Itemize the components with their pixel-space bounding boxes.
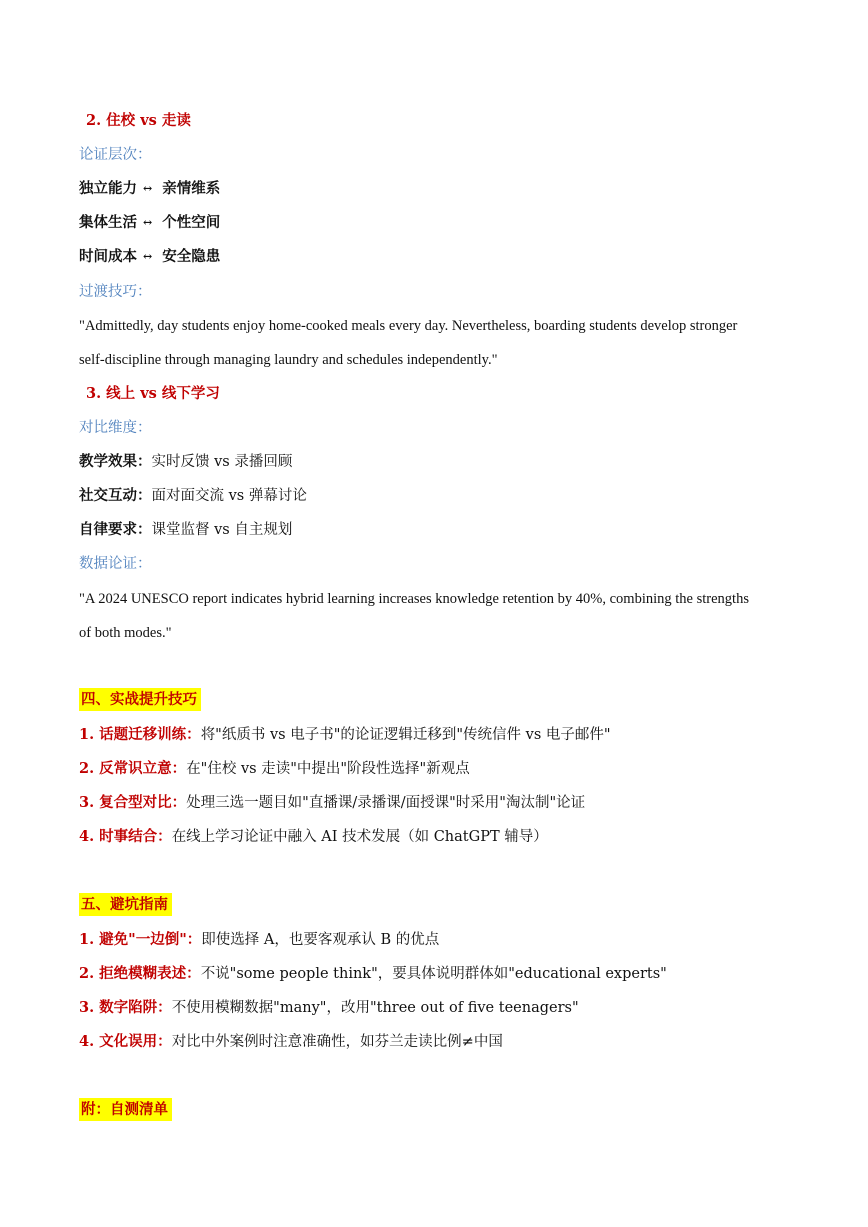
tip-item (79, 793, 585, 813)
tip-key: 3. 复合型对比： (79, 794, 187, 811)
transition-quote-line-2: self-discipline through managing laundry and schedules independently." (79, 352, 498, 368)
pitfall-item (79, 998, 579, 1018)
tip-value: 在线上学习论证中融入 AI 技术发展（如 ChatGPT 辅导） (171, 829, 548, 845)
pair-left: 时间成本 (79, 248, 137, 265)
pitfall-key: 3. 数字陷阱： (79, 999, 172, 1016)
dimension-value: 实时反馈 vs 录播回顾 (151, 454, 293, 470)
tip-item (79, 827, 548, 847)
pitfall-item (79, 930, 439, 950)
dimension-key: 社交互动： (79, 487, 152, 504)
section-2-heading: 2. 住校 vs 走读 (86, 112, 191, 129)
pitfall-item (79, 1032, 503, 1052)
highlighted-title: 五、避坑指南 (79, 893, 172, 916)
argument-pair-row (79, 247, 220, 267)
section-2-label-transition: 过渡技巧： (79, 284, 152, 300)
dimension-key: 教学效果： (79, 453, 152, 470)
pitfall-value: 对比中外案例时注意准确性，如芬兰走读比例≠中国 (171, 1034, 503, 1050)
tip-value: 将"纸质书 vs 电子书"的论证逻辑迁移到"传统信件 vs 电子邮件" (200, 727, 611, 743)
section-2-label-levels: 论证层次： (79, 147, 152, 163)
section-3-label-dimensions: 对比维度： (79, 420, 152, 436)
tip-item (79, 725, 611, 745)
pitfall-key: 1. 避免"一边倒"： (79, 931, 202, 948)
pitfall-key: 4. 文化误用： (79, 1033, 172, 1050)
double-arrow-icon: ↔ (143, 250, 153, 263)
tip-key: 1. 话题迁移训练： (79, 726, 201, 743)
pitfall-value: 即使选择 A，也要客观承认 B 的优点 (201, 932, 440, 948)
dimension-row (79, 520, 292, 540)
pair-right: 亲情维系 (162, 180, 221, 197)
tip-item (79, 759, 470, 779)
tip-key: 4. 时事结合： (79, 828, 172, 845)
pair-left: 独立能力 (79, 180, 137, 197)
appendix-title (79, 1100, 172, 1120)
dimension-value: 面对面交流 vs 弹幕讨论 (151, 488, 307, 504)
transition-quote-line-1: "Admittedly, day students enjoy home-cooked meals every day. Nevertheless, boarding students develop stronger (79, 318, 738, 334)
double-arrow-icon: ↔ (143, 182, 153, 195)
pair-right: 安全隐患 (162, 248, 221, 265)
section-3-heading: 3. 线上 vs 线下学习 (86, 385, 220, 402)
section-5-title (79, 895, 172, 915)
pitfall-value: 不使用模糊数据"many"，改用"three out of five teenagers" (171, 1000, 579, 1016)
section-3-label-data: 数据论证： (79, 556, 152, 572)
pair-left: 集体生活 (79, 214, 137, 231)
tip-value: 在"住校 vs 走读"中提出"阶段性选择"新观点 (186, 761, 470, 777)
pair-right: 个性空间 (162, 214, 221, 231)
double-arrow-icon: ↔ (143, 216, 153, 229)
tip-key: 2. 反常识立意： (79, 760, 187, 777)
highlighted-title: 四、实战提升技巧 (79, 688, 201, 711)
highlighted-title: 附：自测清单 (79, 1098, 172, 1121)
argument-pair-row (79, 179, 220, 199)
pitfall-item (79, 964, 667, 984)
dimension-value: 课堂监督 vs 自主规划 (151, 522, 293, 538)
tip-value: 处理三选一题目如"直播课/录播课/面授课"时采用"淘汰制"论证 (186, 795, 586, 811)
section-4-title (79, 690, 201, 710)
dimension-row (79, 486, 307, 506)
pitfall-key: 2. 拒绝模糊表述： (79, 965, 201, 982)
dimension-row (79, 452, 292, 472)
dimension-key: 自律要求： (79, 521, 152, 538)
data-quote-line-1: "A 2024 UNESCO report indicates hybrid learning increases knowledge retention by 40%, combining the strengths (79, 591, 749, 607)
pitfall-value: 不说"some people think"，要具体说明群体如"educational experts" (200, 966, 667, 982)
data-quote-line-2: of both modes." (79, 625, 172, 641)
argument-pair-row (79, 213, 220, 233)
